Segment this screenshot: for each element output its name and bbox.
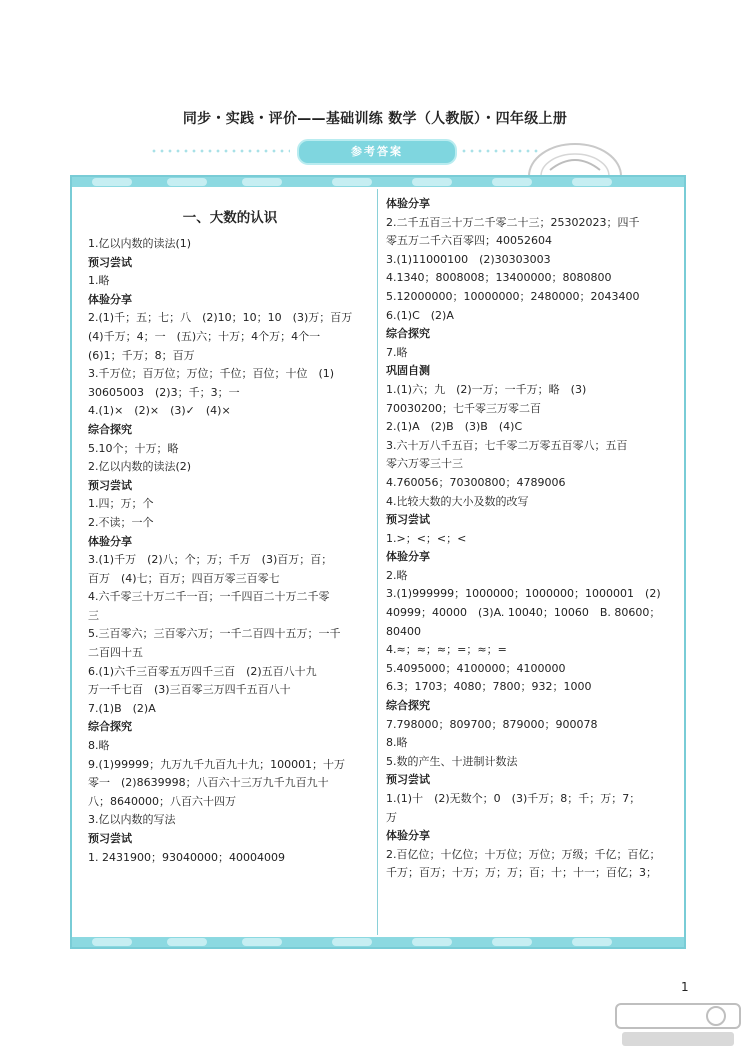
answer-line: 3.千万位；百万位；万位；千位；百位；十位 (1): [88, 367, 335, 381]
answer-line: 2.不读；一个: [88, 515, 154, 529]
answer-line: 1. 2431900；93040000；40004009: [88, 850, 285, 864]
answer-line: 8.略: [386, 736, 408, 750]
section-heading: 预习尝试: [88, 478, 132, 492]
stripe-tag: [492, 938, 532, 946]
answer-line: 3.亿以内数的写法: [88, 813, 176, 827]
answer-line: 2.亿以内数的读法(2): [88, 460, 192, 474]
section-heading: 预习尝试: [88, 832, 132, 845]
answer-frame: [70, 175, 686, 949]
answer-line: 2.二千五百三十万二千零二十三；25302023；四千: [386, 215, 640, 229]
answer-line: 4.比较大数的大小及数的改写: [386, 494, 529, 508]
section-heading: 巩固自测: [386, 364, 430, 378]
left-column: [88, 195, 372, 867]
stripe-tag: [332, 938, 372, 946]
section-heading: 预习尝试: [88, 255, 132, 269]
bottom-stripe: [72, 937, 684, 947]
answer-line: 3.(1)11000100 (2)30303003: [386, 252, 551, 266]
answer-line: 5.数的产生、十进制计数法: [386, 754, 518, 768]
answer-line: 4.(1)× (2)× (3)✓ (4)×: [88, 404, 231, 418]
section-heading: 体验分享: [386, 829, 430, 843]
answer-line: 40999；40000 (3)A. 10040；10060 B. 80600；: [386, 606, 661, 620]
answer-line: 4.760056；70300800；4789006: [386, 475, 566, 489]
answer-line: 4.六千零三十万二千一百；一千四百二十万二千零: [88, 590, 330, 604]
column-divider: [377, 189, 378, 935]
answer-line: 7.略: [386, 345, 408, 359]
answer-line: 80400: [386, 624, 421, 638]
section-heading: 综合探究: [88, 422, 132, 436]
section-heading: 预习尝试: [386, 513, 430, 527]
answer-line: 70030200；七千零三万零二百: [386, 401, 541, 415]
answer-line: 4.1340；8008008；13400000；8080800: [386, 271, 612, 285]
chapter-title: 一、大数的认识: [182, 210, 278, 226]
answer-line: (6)1；千万；8；百万: [88, 348, 195, 362]
stripe-tag: [167, 938, 207, 946]
answer-line: 1.略: [88, 274, 110, 288]
stripe-tag: [492, 178, 532, 186]
answer-line: 7.(1)B (2)A: [88, 701, 156, 715]
stripe-tag: [242, 178, 282, 186]
stripe-tag: [332, 178, 372, 186]
answer-line: 2.略: [386, 568, 408, 582]
answer-line: 5.4095000；4100000；4100000: [386, 661, 566, 675]
answer-line: 1.亿以内数的读法(1): [88, 237, 192, 250]
running-header: 同步・实践・评价——基础训练 数学（人教版）・四年级上册: [182, 111, 568, 127]
answer-line: 3.六十万八千五百；七千零二万零五百零八；五百: [386, 438, 628, 452]
answer-line: 2.(1)千；五；七；八 (2)10；10；10 (3)万；百万: [88, 311, 353, 325]
section-heading: 综合探究: [386, 699, 430, 713]
right-answer-lines: [386, 195, 676, 883]
right-column: [386, 195, 676, 883]
stripe-tag: [412, 178, 452, 186]
answer-line: 三: [88, 608, 99, 622]
answer-line: 2.百亿位；十亿位；十万位；万位；万级；千亿；百亿；: [386, 847, 661, 861]
answer-line: 零一 (2)8639998；八百六十三万九千九百九十: [88, 776, 329, 790]
section-heading: 综合探究: [386, 327, 430, 341]
stripe-tag: [92, 178, 132, 186]
answer-line: 6.(1)六千三百零五万四千三百 (2)五百八十九: [88, 664, 317, 678]
answer-line: 9.(1)99999；九万九千九百九十九；100001；十万: [88, 757, 346, 771]
answer-line: 3.(1)999999；1000000；1000000；1000001 (2): [386, 587, 661, 601]
answer-line: 1.>；<；<；<: [386, 531, 467, 545]
answer-line: 零六万零三十三: [386, 457, 463, 471]
top-stripe: [72, 177, 684, 187]
stripe-tag: [412, 938, 452, 946]
answer-line: 2.(1)A (2)B (3)B (4)C: [386, 420, 523, 434]
section-heading: 预习尝试: [386, 773, 430, 787]
answer-line: 4.≈；≈；≈；=；≈；=: [386, 643, 507, 657]
answer-line: 百万 (4)七；百万；四百万零三百零七: [88, 571, 280, 585]
answer-line: 3.(1)千万 (2)八；个；万；千万 (3)百万；百；: [88, 553, 333, 567]
answer-line: 1.(1)十 (2)无数个；0 (3)千万；8；千；万；7；: [386, 792, 641, 805]
answer-line: 5.三百零六；三百零六万；一千二百四十五万；一千: [88, 627, 341, 641]
answer-line: 8.略: [88, 739, 110, 753]
stripe-tag: [92, 938, 132, 946]
answer-line: 1.四；万；个: [88, 497, 154, 511]
stripe-tag: [572, 938, 612, 946]
stripe-tag: [242, 938, 282, 946]
section-heading: 体验分享: [386, 550, 430, 564]
answer-line: 八；8640000；八百六十四万: [88, 794, 236, 808]
answer-line: 6.(1)C (2)A: [386, 308, 454, 322]
answer-line: 6.3；1703；4080；7800；932；1000: [386, 680, 592, 694]
answer-line: 千万；百万；十万；万；万；百；十；十一；百亿；3；: [386, 866, 657, 880]
answer-line: 5.12000000；10000000；2480000；2043400: [386, 289, 640, 303]
section-heading: 体验分享: [88, 292, 132, 306]
answer-line: 1.(1)六；九 (2)一万；一千万；略 (3): [386, 382, 587, 396]
banner-dots-left: [150, 147, 290, 155]
stripe-tag: [572, 178, 612, 186]
answer-line: (4)千万；4；一 (五)六；十万；4个万；4个一: [88, 329, 321, 343]
answer-line: 二百四十五: [88, 646, 143, 660]
stripe-tag: [167, 178, 207, 186]
left-answer-lines: [88, 235, 372, 867]
answer-line: 30605003 (2)3；千；3；一: [88, 385, 240, 399]
page-number: 1: [681, 980, 689, 994]
section-heading: 体验分享: [386, 197, 430, 210]
watermark-logo-icon: [612, 998, 744, 1050]
answer-line: 万: [386, 810, 397, 824]
section-heading: 体验分享: [88, 534, 132, 548]
answer-line: 零五万二千六百零四；40052604: [386, 234, 552, 248]
answer-line: 5.10个；十万；略: [88, 441, 179, 455]
answer-line: 万一千七百 (3)三百零三万四千五百八十: [88, 683, 291, 697]
answer-key-banner: 参考答案: [297, 139, 457, 165]
section-heading: 综合探究: [88, 720, 132, 734]
answer-line: 7.798000；809700；879000；900078: [386, 717, 598, 731]
